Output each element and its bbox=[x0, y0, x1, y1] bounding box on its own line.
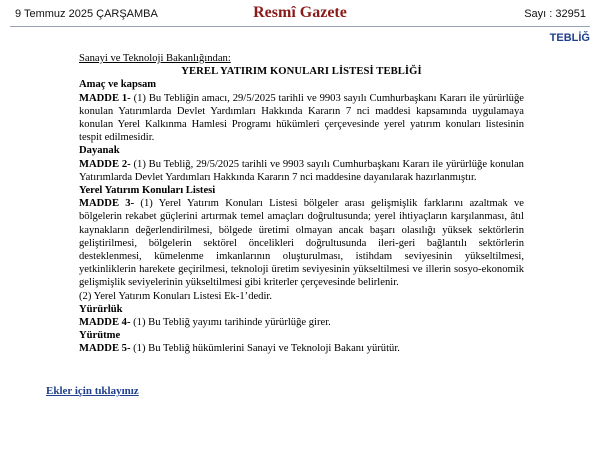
attachments-link[interactable]: Ekler için tıklayınız bbox=[46, 385, 139, 397]
section-heading: Yerel Yatırım Konuları Listesi bbox=[79, 185, 216, 197]
article-number: MADDE 2- bbox=[79, 158, 131, 170]
section-heading: Yürürlük bbox=[79, 303, 123, 315]
article-text: (1) Yerel Yatırım Konuları Listesi bölgeler arası gelişmişlik farklarını azaltmak ve bölgelerin rekabet güçlerini artırmak temel amaçları doğrultusunda; yerel ihtiyaçların karşılanması, âtıl kaynakların değerlendirilmesi, bölgede üretimi olmayan ancak başarı olasılığı yüksek sektörlerin geliştirilmesi, bölgelerin sektörel öncelikleri doğrultusunda ileri-geri bağlantılı sektörlerin desteklenmesi, kümelenme imkanlarının oluşturulması, istihdam seviyesinin yükseltilmesi, yetkinliklerin harekete geçirilmesi, teknoloji üretim seviyesinin yükseltilmesi ve illerin sosyo-ekonomik gelişmişlik seviyelerinin yükseltilmesi gibi kriterler çerçevesinde belirlenir. bbox=[79, 198, 524, 289]
article-2 bbox=[79, 158, 524, 184]
header-divider bbox=[10, 26, 590, 27]
article-3-clause-2: (2) Yerel Yatırım Konuları Listesi Ek-1’dedir. bbox=[79, 290, 273, 302]
section-heading: Amaç ve kapsam bbox=[79, 79, 157, 91]
article-number: MADDE 5- bbox=[79, 343, 131, 355]
article-number: MADDE 3- bbox=[79, 198, 135, 210]
article-text: (1) Bu Tebliğ yayımı tarihinde yürürlüğe girer. bbox=[130, 317, 331, 329]
issue-number: Sayı : 32951 bbox=[524, 8, 586, 20]
article-3 bbox=[79, 197, 524, 289]
issuing-authority: Sanayi ve Teknoloji Bakanlığından: bbox=[79, 53, 231, 64]
section-heading: Yürütme bbox=[79, 330, 121, 342]
document-title: YEREL YATIRIM KONULARI LİSTESİ TEBLİĞİ bbox=[181, 66, 422, 78]
article-number: MADDE 1- bbox=[79, 92, 131, 104]
article-number: MADDE 4- bbox=[79, 317, 131, 329]
document-body bbox=[79, 52, 524, 356]
gazette-title: Resmî Gazete bbox=[253, 4, 347, 21]
article-1 bbox=[79, 92, 524, 145]
article-4 bbox=[79, 316, 524, 329]
article-text: (1) Bu Tebliğin amacı, 29/5/2025 tarihli ve 9903 sayılı Cumhurbaşkanı Kararı ile yürürlüğe konulan Yatırımlarda Devlet Yardımları Hakkında Kararın 7 nci maddesi kapsamında uygulamaya konulan Yerel Kalkınma Hamlesi Programı hükümleri çerçevesinde yerel yatırım konuları listesinin tespit edilmesidir. bbox=[79, 92, 524, 144]
section-heading: Dayanak bbox=[79, 145, 120, 157]
gazette-header bbox=[10, 4, 590, 25]
section-label: TEBLİĞ bbox=[549, 32, 590, 44]
article-text: (1) Bu Tebliğ hükümlerini Sanayi ve Teknoloji Bakanı yürütür. bbox=[130, 343, 400, 355]
publication-date: 9 Temmuz 2025 ÇARŞAMBA bbox=[15, 8, 158, 20]
article-5 bbox=[79, 342, 524, 355]
article-text: (1) Bu Tebliğ, 29/5/2025 tarihli ve 9903 sayılı Cumhurbaşkanı Kararı ile yürürlüğe konulan Yatırımlarda Devlet Yardımları Hakkında Kararın 7 nci maddesine dayanılarak hazırlanmıştır. bbox=[79, 158, 524, 183]
